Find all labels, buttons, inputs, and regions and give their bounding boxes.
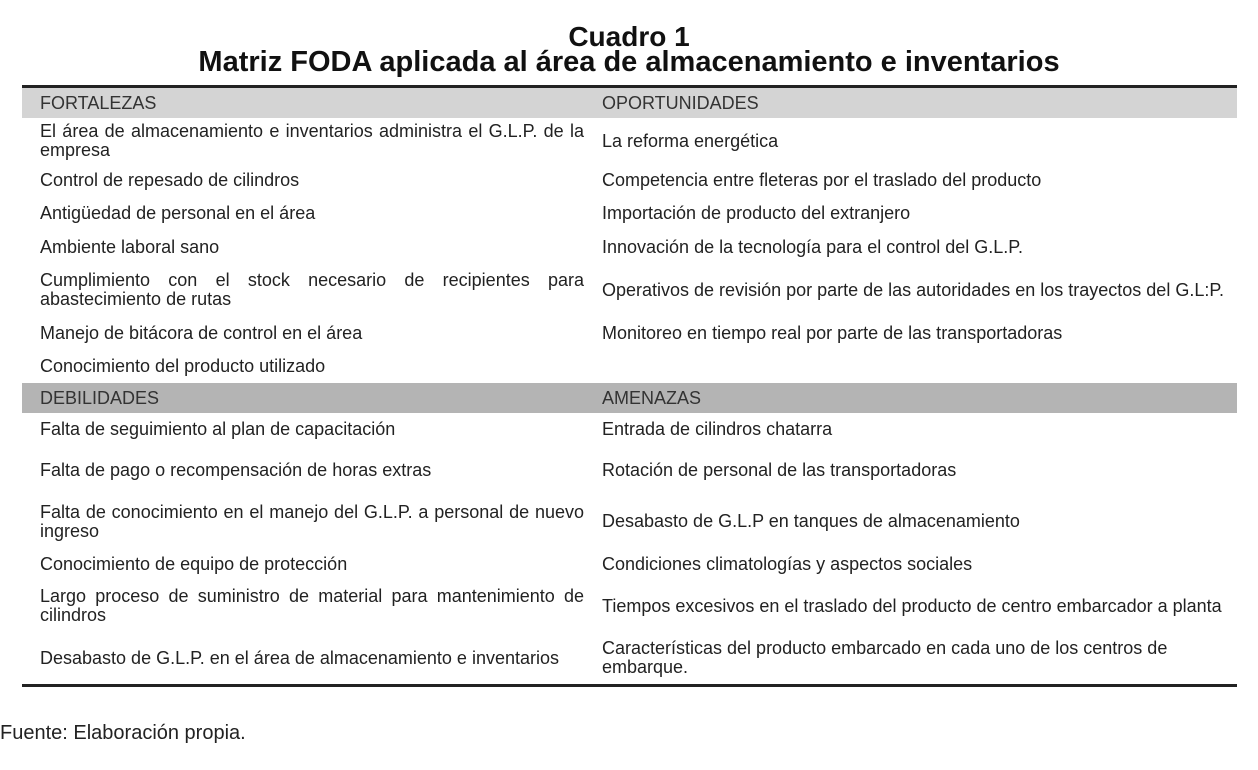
table-row [22, 316, 1237, 350]
left-cell-text: El área de almacenamiento e inventarios administra el G.L.P. de la empresa [40, 121, 584, 160]
table-row [22, 164, 1237, 196]
left-cell [22, 445, 584, 495]
table-row [22, 350, 1237, 383]
left-cell-text: Conocimiento del producto utilizado [40, 356, 326, 376]
right-section-header: AMENAZAS [602, 387, 702, 408]
left-cell-text: Falta de pago o recompensación de horas extras [40, 459, 432, 480]
right-cell-text: Competencia entre fleteras por el traslado del producto [602, 169, 1042, 190]
right-cell [584, 548, 1237, 580]
right-cell [584, 495, 1237, 548]
left-cell [22, 264, 584, 316]
left-cell-text: Control de repesado de cilindros [40, 169, 300, 190]
left-cell-text: Largo proceso de suministro de material para mantenimiento de cilindros [40, 586, 584, 625]
table-row [22, 548, 1237, 580]
section-header-row [22, 88, 1237, 118]
right-cell [584, 350, 1237, 383]
left-cell [22, 316, 584, 350]
foda-matrix-table [22, 85, 1237, 687]
right-cell-text: Rotación de personal de las transportadoras [602, 459, 957, 480]
left-cell [22, 632, 584, 684]
right-cell-text: Operativos de revisión por parte de las autoridades en los trayectos del G.L:P. [602, 279, 1225, 300]
right-cell-text: Importación de producto del extranjero [602, 202, 911, 223]
right-cell-text: La reforma energética [602, 130, 779, 151]
table-row [22, 445, 1237, 495]
table-row [22, 632, 1237, 684]
right-cell [584, 632, 1237, 684]
right-cell [584, 580, 1237, 632]
right-cell [584, 316, 1237, 350]
left-cell-text: Manejo de bitácora de control en el área [40, 322, 363, 343]
right-cell [584, 264, 1237, 316]
left-cell [22, 118, 584, 164]
left-cell [22, 230, 584, 264]
left-cell [22, 495, 584, 548]
right-cell [584, 196, 1237, 230]
table-row [22, 580, 1237, 632]
table-row [22, 230, 1237, 264]
left-cell [22, 580, 584, 632]
left-cell [22, 413, 584, 445]
left-cell-text: Falta de seguimiento al plan de capacitación [40, 418, 396, 439]
left-cell [22, 164, 584, 196]
table-number: Cuadro 1 [568, 21, 690, 52]
left-cell [22, 350, 584, 383]
left-cell-text: Desabasto de G.L.P. en el área de almacenamiento e inventarios [40, 647, 559, 668]
right-cell [584, 413, 1237, 445]
right-cell-text: Innovación de la tecnología para el control del G.L.P. [602, 236, 1023, 257]
left-cell-text: Cumplimiento con el stock necesario de recipientes para abastecimiento de rutas [40, 270, 584, 309]
table-title: Matriz FODA aplicada al área de almacenamiento e inventarios [198, 46, 1060, 78]
left-cell [22, 548, 584, 580]
left-cell-text: Falta de conocimiento en el manejo del G.L.P. a personal de nuevo ingreso [40, 501, 584, 541]
right-cell-text: Desabasto de G.L.P en tanques de almacenamiento [602, 511, 1020, 531]
left-section-header: FORTALEZAS [40, 92, 157, 113]
left-cell-text: Antigüedad de personal en el área [40, 202, 316, 223]
right-cell-text: Monitoreo en tiempo real por parte de las transportadoras [602, 322, 1063, 343]
right-cell [584, 445, 1237, 495]
right-section-header: OPORTUNIDADES [602, 92, 759, 113]
section-header-row [22, 383, 1237, 413]
left-cell-text: Conocimiento de equipo de protección [40, 553, 348, 574]
right-cell [584, 118, 1237, 164]
left-section-header: DEBILIDADES [40, 387, 160, 408]
right-cell-text: Características del producto embarcado en cada uno de los centros de embarque. [602, 638, 1168, 677]
right-cell-text: Tiempos excesivos en el traslado del producto de centro embarcador a planta [602, 595, 1222, 616]
table-row [22, 196, 1237, 230]
table-row [22, 413, 1237, 445]
source-note: Fuente: Elaboración propia. [0, 722, 246, 744]
table-row [22, 264, 1237, 316]
right-cell-text: Condiciones climatologías y aspectos sociales [602, 553, 973, 574]
right-cell [584, 230, 1237, 264]
left-cell-text: Ambiente laboral sano [40, 236, 220, 257]
table-row [22, 495, 1237, 548]
right-cell-text: Entrada de cilindros chatarra [602, 418, 833, 439]
left-cell [22, 196, 584, 230]
right-cell [584, 164, 1237, 196]
table-row [22, 118, 1237, 164]
